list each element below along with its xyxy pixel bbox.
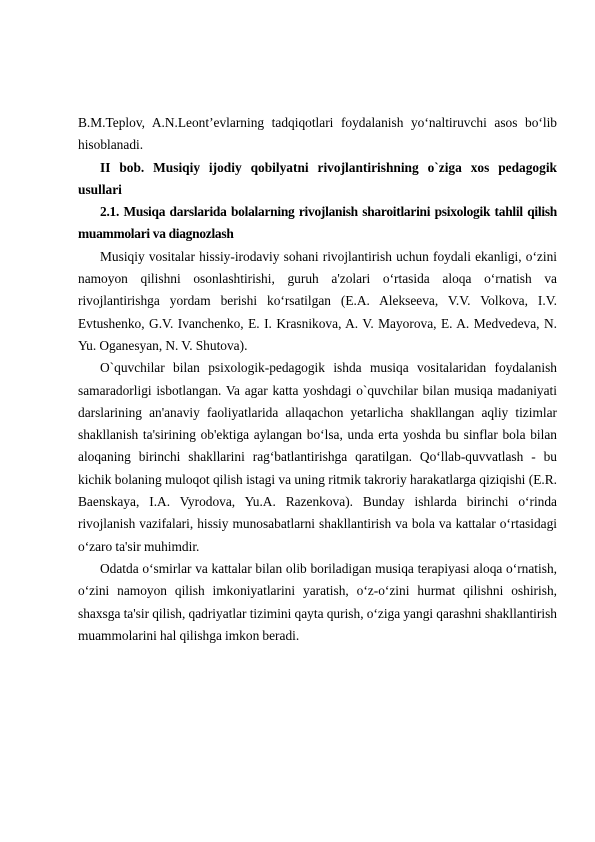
section-heading: 2.1. Musiqa darslarida bolalarning rivojlanish sharoitlarini psixologik tahlil qilish muammolari va diagnozlash (78, 204, 557, 242)
paragraph-musical-means: Musiqiy vositalar hissiy-irodaviy sohani rivojlantirish uchun foydali ekanligi, o‘zini namoyon qilishni osonlashtirishi, guruh a'zolari o‘rtasida aloqa o‘rnatish va rivojlantirishga yordam berishi ko‘rsatilgan (E.A. Alekseeva, V.V. Volkova, I.V. Evtushenko, G.V. Ivanchenko, E. I. Krasnikova, A. V. Mayorova, E. A. Medvedeva, N. Yu. Oganesyan, N. V. Shutova). (78, 248, 557, 353)
chapter-heading: II bob. Musiqiy ijodiy qobilyatni rivojlantirishning o`ziga xos pedagogik usullari (78, 159, 557, 197)
paragraph-intro: B.M.Teplov, A.N.Leont’evlarning tadqiqotlari foydalanish yo‘naltiruvchi asos bo‘lib hisoblanadi. (78, 115, 557, 153)
paragraph-psych-pedagogical: O`quvchilar bilan psixologik-pedagogik ishda musiqa vositalaridan foydalanish samaradorligi isbotlangan. Va agar katta yoshdagi o`quvchilar bilan musiqa madaniyati darslarining an'anaviy faoliyatlarida allaqachon yetarlicha shakllangan aqliy tizimlar shakllanish ta'sirining ob'ektiga aylangan bo‘lsa, unda erta yoshda bu sinflar bola bilan aloqaning birinchi shakllarini rag‘batlantirishga qaratilgan. Qo‘llab-quvvatlash - bu kichik bolaning muloqot qilish istagi va uning ritmik takroriy harakatlarga qiziqishi (E.R. Baenskaya, I.A. Vyrodova, Yu.A. Razenkova). Bunday ishlarda birinchi o‘rinda rivojlanish vazifalari, hissiy munosabatlarni shakllantirish va bola va kattalar o‘rtasidagi o‘zaro ta'sir muhimdir. (78, 360, 557, 554)
paragraph-music-therapy: Odatda o‘smirlar va kattalar bilan olib boriladigan musiqa terapiyasi aloqa o‘rnatish, o‘zini namoyon qilish imkoniyatlarini yaratish, o‘z-o‘zini hurmat qilishni oshirish, shaxsga ta'sir qilish, qadriyatlar tizimini qayta qurish, o‘ziga yangi qarashni shakllantirish muammolarini hal qilishga imkon beradi. (78, 560, 557, 643)
document-page (78, 112, 557, 647)
